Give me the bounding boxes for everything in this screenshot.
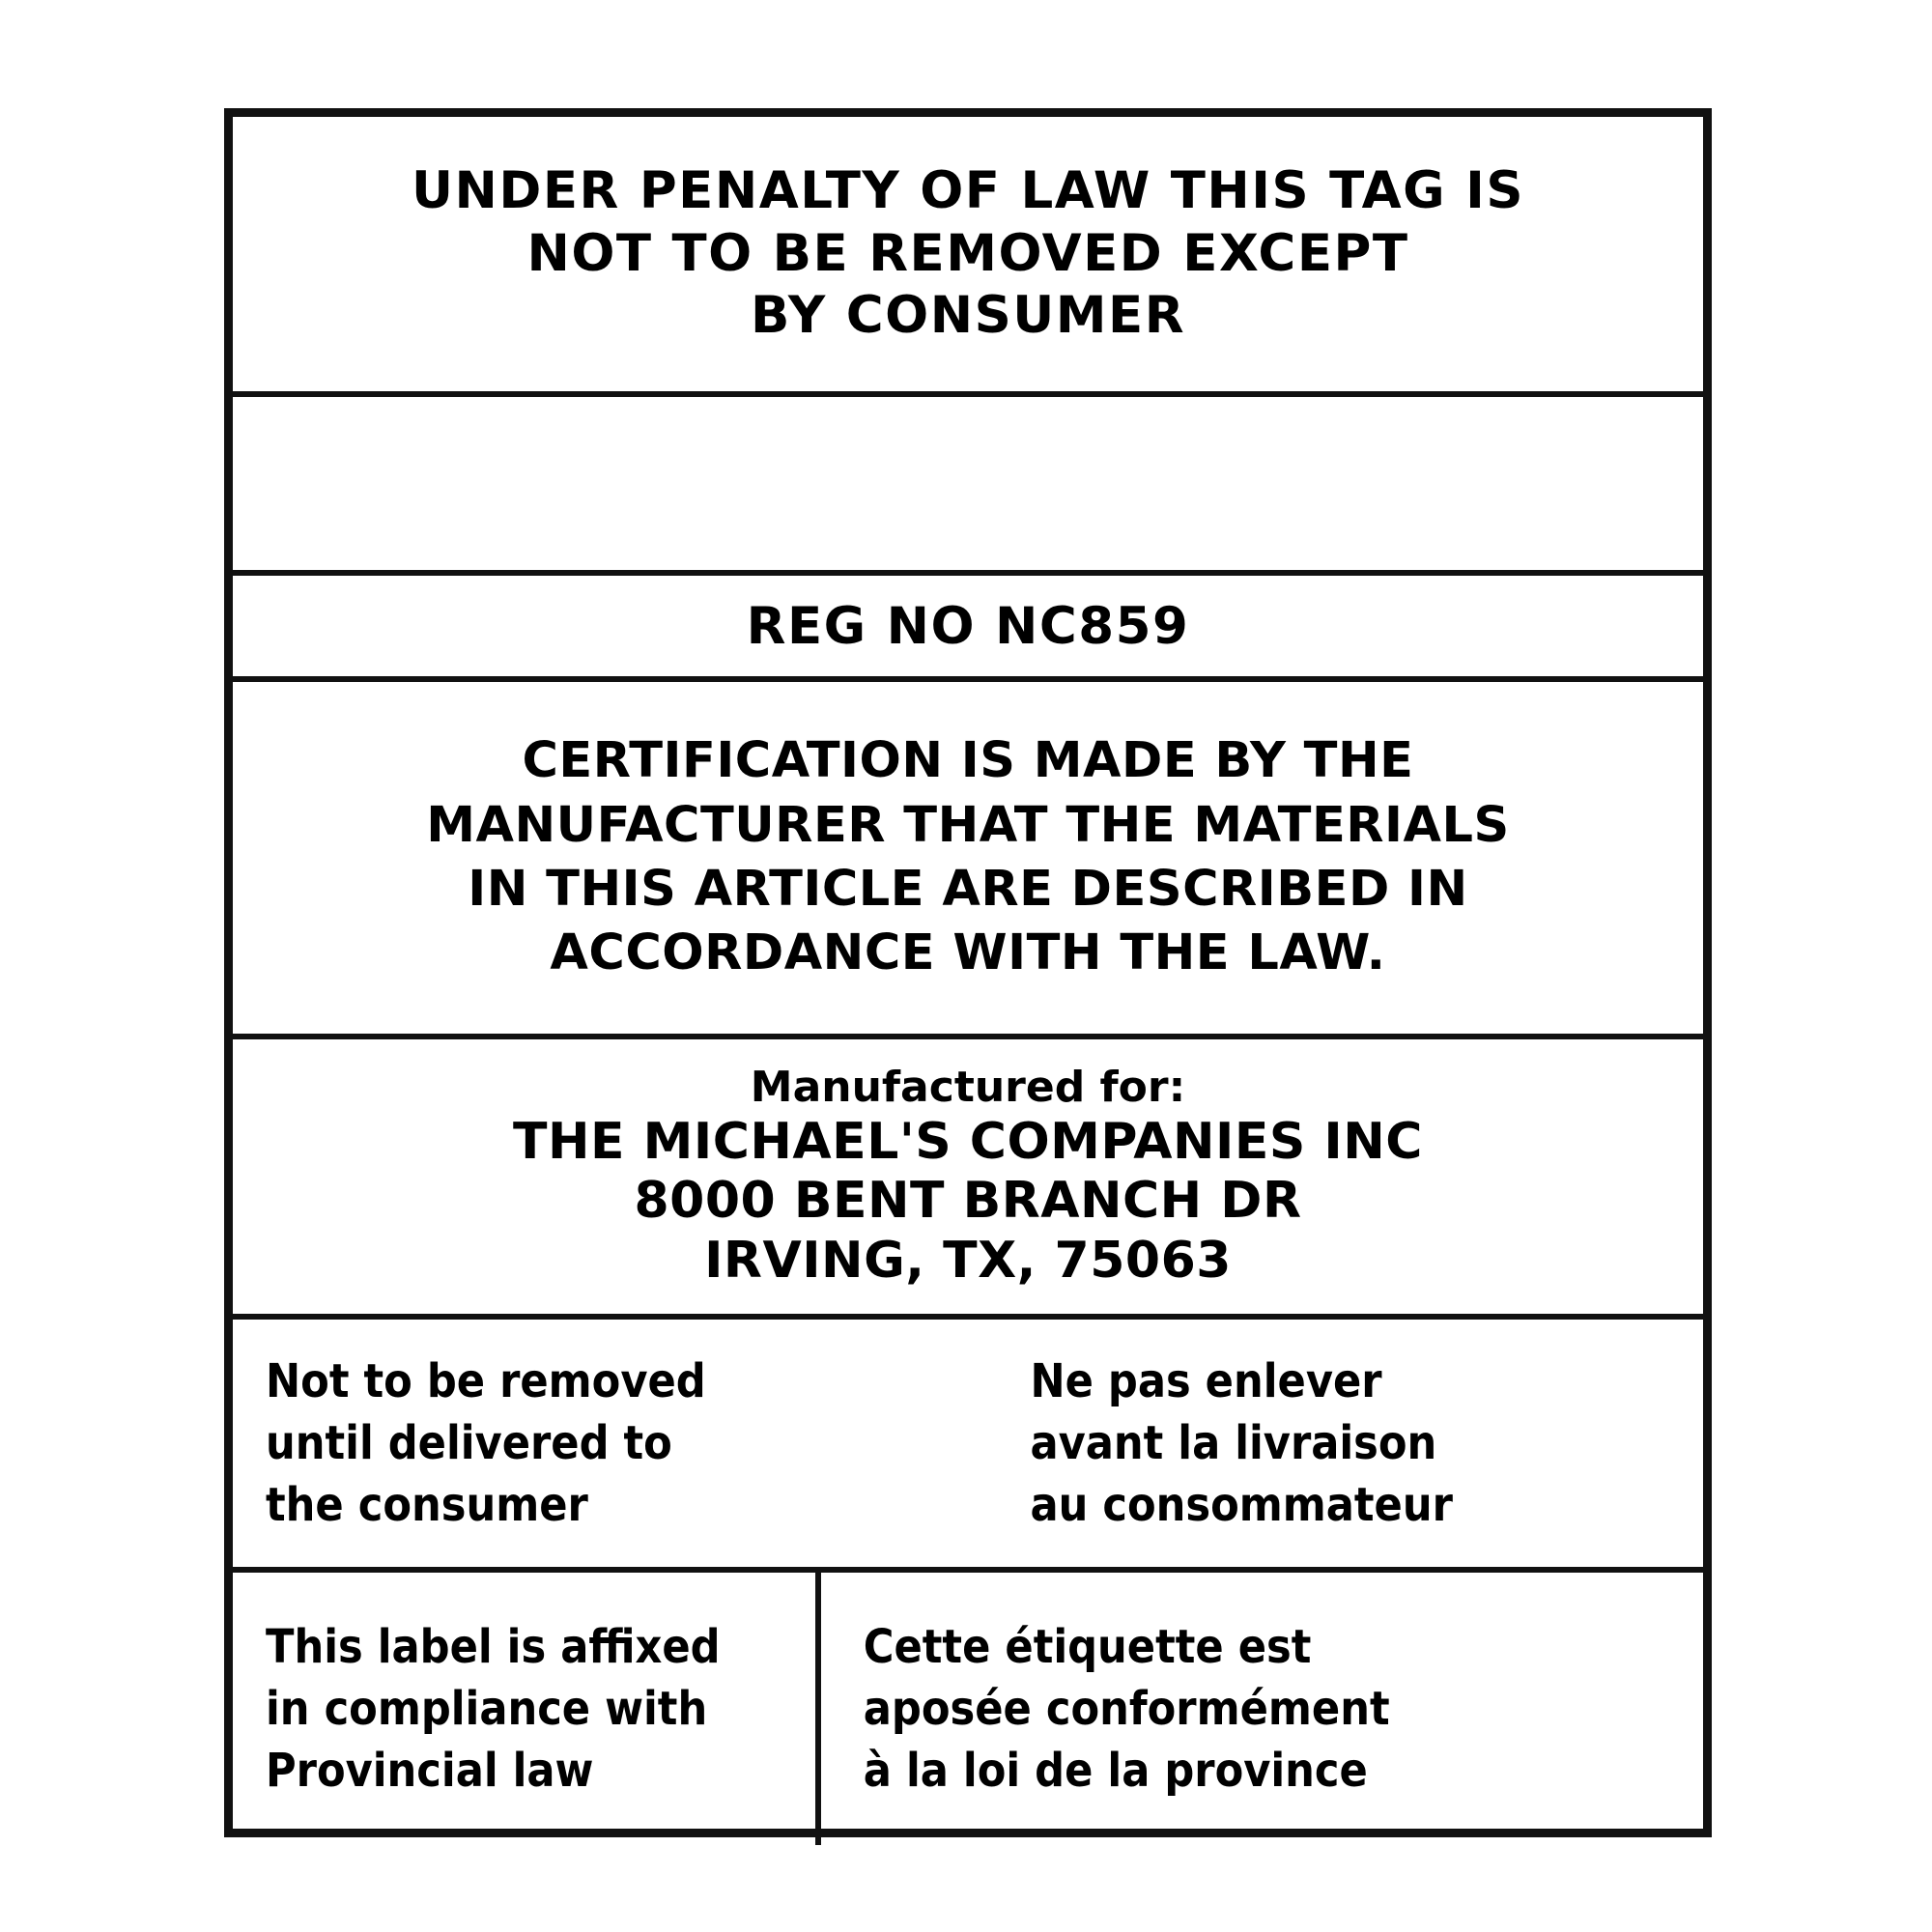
manufacturer-city-state-zip: IRVING, TX, 75063 [704, 1231, 1232, 1290]
removal-notice-row [233, 1320, 1703, 1573]
compliance-notice-english [233, 1573, 821, 1845]
penalty-notice-block [233, 117, 1703, 397]
removal-notice-french [997, 1320, 1703, 1567]
removal-notice-english-line-3: the consumer [266, 1478, 588, 1533]
certification-statement-block [233, 682, 1703, 1039]
compliance-notice-english-line-2: in compliance with [266, 1681, 708, 1736]
law-label-tag [224, 108, 1712, 1837]
compliance-notice-french-line-1: Cette étiquette est [863, 1619, 1312, 1674]
compliance-notice-row [233, 1573, 1703, 1845]
manufactured-for-label: Manufactured for: [750, 1063, 1186, 1112]
certification-line-2: MANUFACTURER THAT THE MATERIALS [426, 796, 1510, 854]
compliance-notice-french [821, 1573, 1703, 1845]
manufacturer-street-address: 8000 BENT BRANCH DR [634, 1172, 1302, 1231]
removal-notice-french-line-1: Ne pas enlever [1030, 1353, 1382, 1408]
manufacturer-company-name: THE MICHAEL'S COMPANIES INC [513, 1112, 1423, 1171]
removal-notice-french-line-2: avant la livraison [1030, 1415, 1437, 1470]
compliance-notice-french-line-2: aposée conformément [863, 1681, 1390, 1736]
removal-notice-english-line-2: until delivered to [266, 1415, 672, 1470]
registration-number-row [233, 576, 1703, 682]
removal-notice-french-line-3: au consommateur [1030, 1478, 1453, 1533]
certification-line-4: ACCORDANCE WITH THE LAW. [550, 924, 1386, 982]
blank-write-in-row [233, 397, 1703, 576]
penalty-notice-line-1: UNDER PENALTY OF LAW THIS TAG IS [411, 161, 1525, 221]
removal-notice-english-line-1: Not to be removed [266, 1353, 706, 1408]
compliance-notice-french-line-3: à la loi de la province [863, 1744, 1368, 1799]
penalty-notice-line-3: BY CONSUMER [750, 286, 1186, 346]
manufacturer-block [233, 1039, 1703, 1320]
compliance-notice-english-line-1: This label is affixed [266, 1619, 721, 1674]
penalty-notice-line-2: NOT TO BE REMOVED EXCEPT [526, 223, 1409, 283]
certification-line-1: CERTIFICATION IS MADE BY THE [522, 732, 1414, 790]
registration-number-text: REG NO NC859 [746, 596, 1190, 656]
compliance-notice-english-line-3: Provincial law [266, 1744, 594, 1799]
certification-line-3: IN THIS ARTICLE ARE DESCRIBED IN [468, 861, 1468, 918]
removal-notice-english [233, 1320, 997, 1567]
